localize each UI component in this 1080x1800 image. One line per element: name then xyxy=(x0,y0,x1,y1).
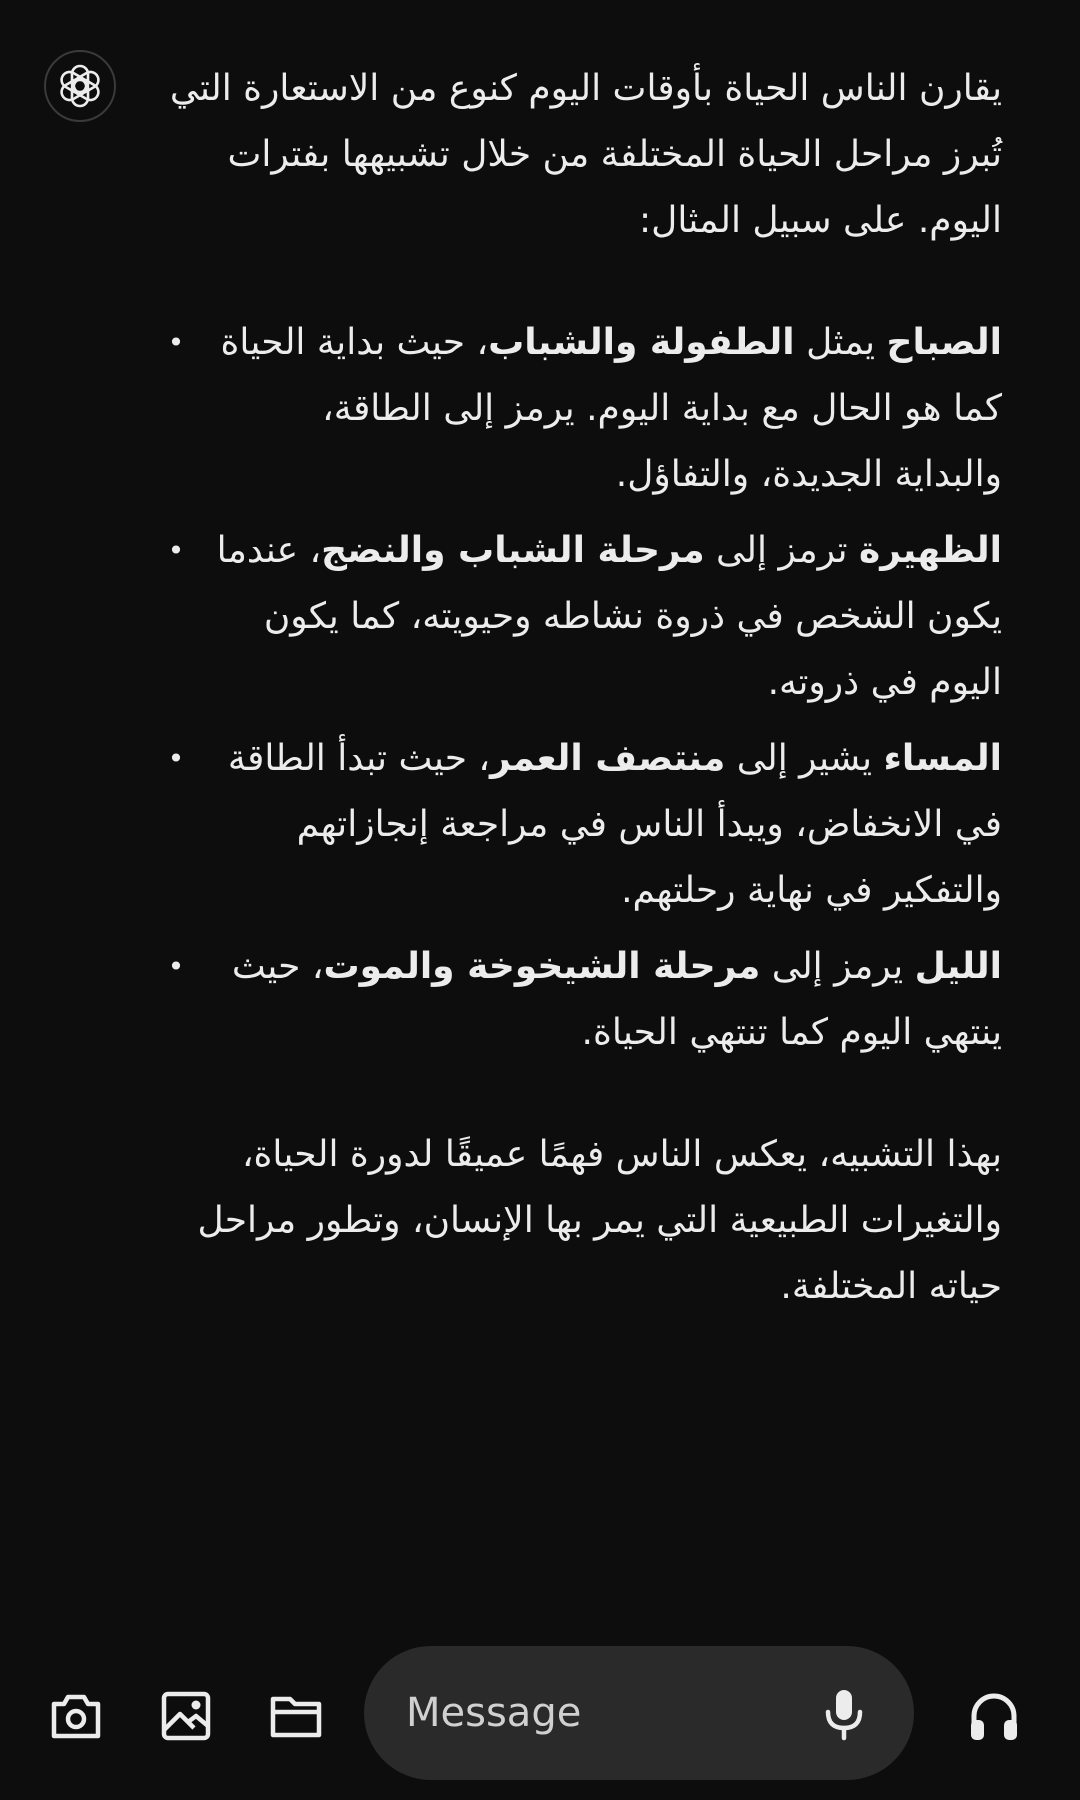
list-item: • الظهيرة ترمز إلى مرحلة الشباب والنضج، عندما يكون الشخص في ذروة نشاطه وحيويته، كما يكون اليوم في ذروته. xyxy=(160,518,1002,716)
bullet-marker: • xyxy=(167,742,185,775)
bullet-marker: • xyxy=(167,326,185,359)
bullet-term: الصباح xyxy=(886,322,1002,363)
voice-mode-button[interactable] xyxy=(958,1680,1030,1752)
image-icon xyxy=(156,1686,216,1746)
message-bullet-list xyxy=(160,310,1002,1066)
bullet-strong: مرحلة الشباب والنضج xyxy=(321,530,705,571)
bullet-strong: منتصف العمر xyxy=(490,738,726,779)
list-item: • الليل يرمز إلى مرحلة الشيخوخة والموت، حيث ينتهي اليوم كما تنتهي الحياة. xyxy=(160,934,1002,1066)
camera-icon xyxy=(46,1686,106,1746)
composer-bar xyxy=(0,1640,1080,1780)
bullet-marker: • xyxy=(167,950,185,983)
bullet-strong: مرحلة الشيخوخة والموت xyxy=(323,946,761,987)
assistant-message xyxy=(160,56,1002,1320)
openai-logo-icon xyxy=(55,61,105,111)
message-input[interactable] xyxy=(406,1678,806,1748)
message-conclusion: بهذا التشبيه، يعكس الناس فهمًا عميقًا لدورة الحياة، والتغيرات الطبيعية التي يمر بها الإنسان، وتطور مراحل حياته المختلفة. xyxy=(197,1134,1002,1307)
bullet-term: الظهيرة xyxy=(858,530,1002,571)
list-item: • الصباح يمثل الطفولة والشباب، حيث بداية الحياة كما هو الحال مع بداية اليوم. يرمز إلى الطاقة، والبداية الجديدة، والتفاؤل. xyxy=(160,310,1002,508)
camera-button[interactable] xyxy=(40,1680,112,1752)
list-item: • المساء يشير إلى منتصف العمر، حيث تبدأ الطاقة في الانخفاض، ويبدأ الناس في مراجعة إنجازاتهم والتفكير في نهاية رحلتهم. xyxy=(160,726,1002,924)
assistant-avatar xyxy=(44,50,116,122)
bullet-marker: • xyxy=(167,534,185,567)
microphone-icon xyxy=(816,1686,872,1742)
bullet-term: الليل xyxy=(914,946,1002,987)
microphone-button[interactable] xyxy=(804,1674,884,1754)
message-box xyxy=(364,1646,914,1780)
folder-icon xyxy=(266,1686,326,1746)
headphones-icon xyxy=(964,1686,1024,1746)
message-intro: يقارن الناس الحياة بأوقات اليوم كنوع من الاستعارة التي تُبرز مراحل الحياة المختلفة من خلال تشبيهها بفترات اليوم. على سبيل المثال: xyxy=(169,68,1002,241)
gallery-button[interactable] xyxy=(150,1680,222,1752)
bullet-strong: الطفولة والشباب xyxy=(488,322,795,363)
bullet-term: المساء xyxy=(883,738,1002,779)
files-button[interactable] xyxy=(260,1680,332,1752)
